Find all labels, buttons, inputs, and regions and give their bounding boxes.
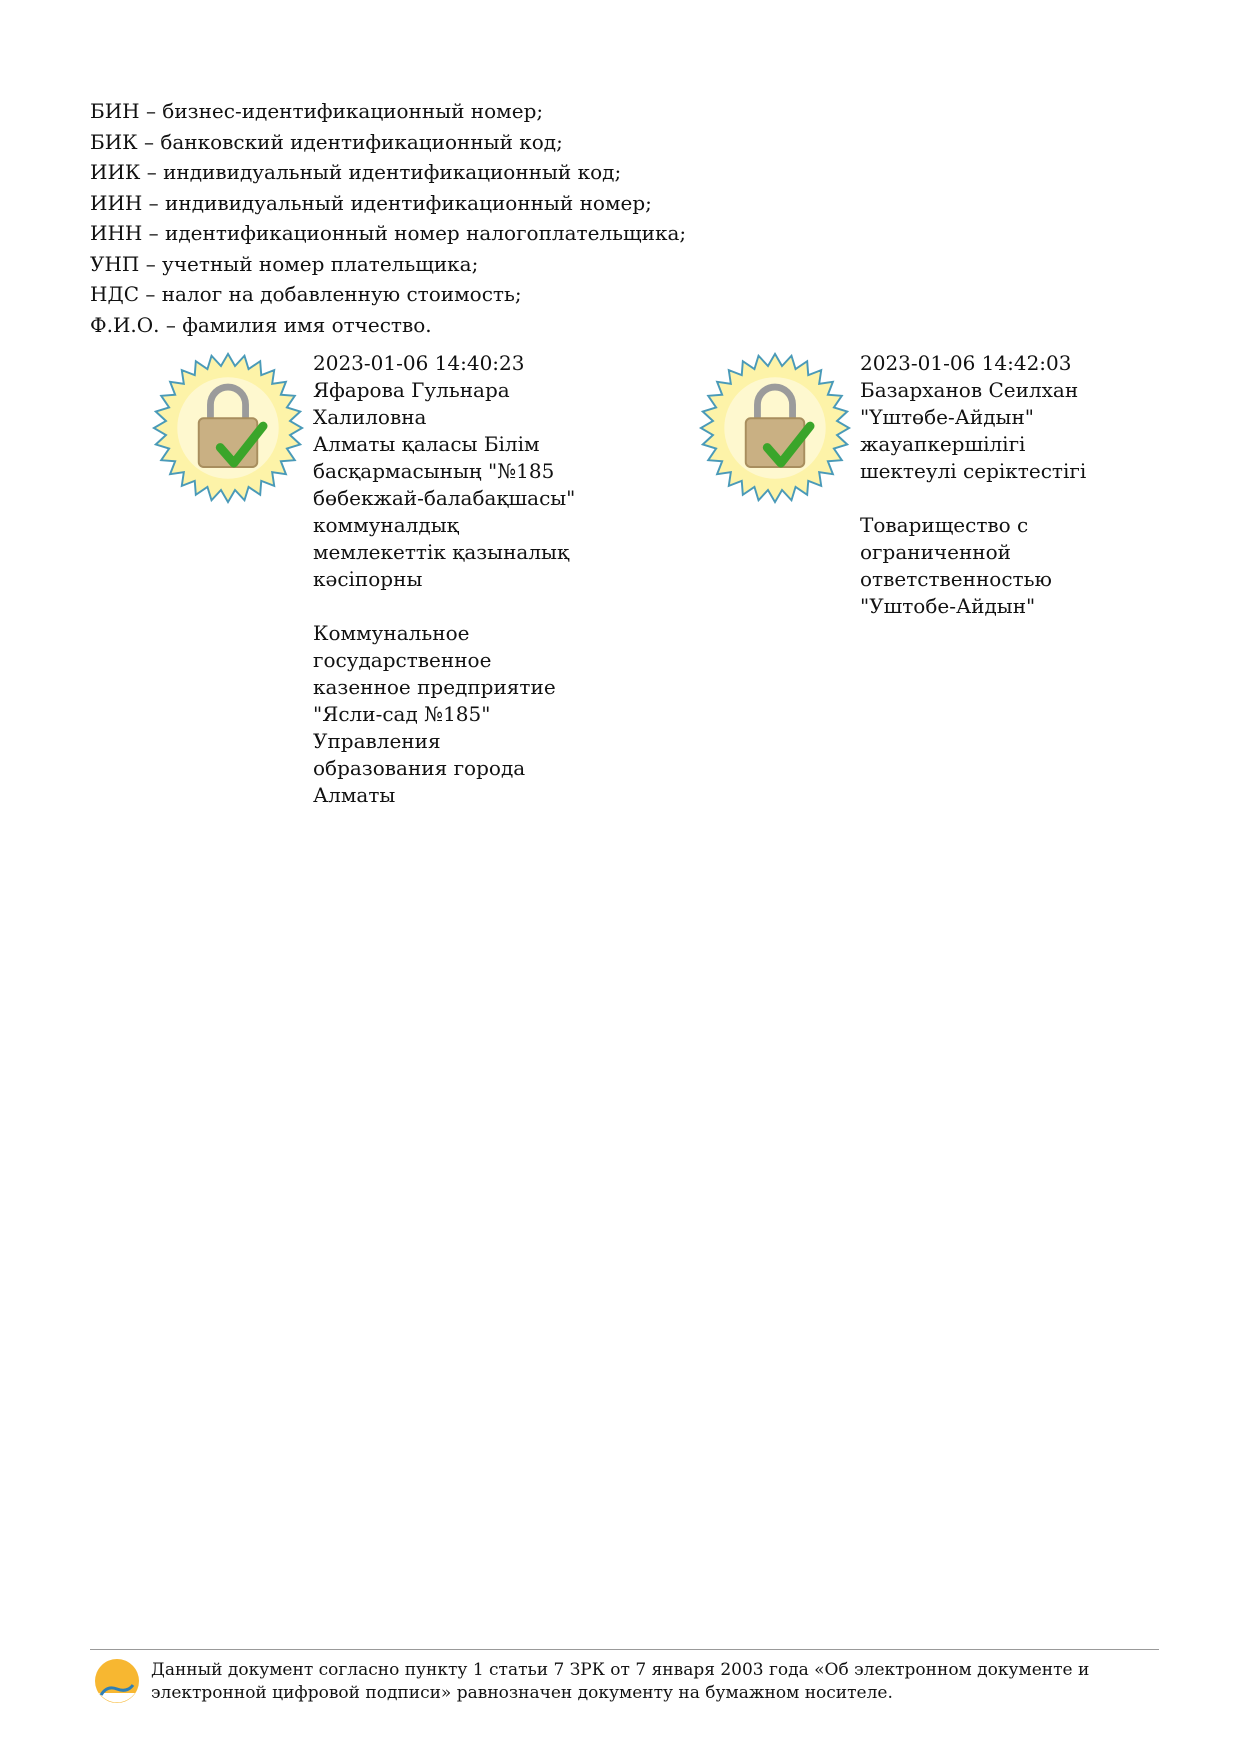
signature-line: образования города — [313, 756, 526, 780]
abbreviation-item: БИН – бизнес-идентификационный номер; — [90, 99, 544, 123]
signature-line: Товарищество с — [860, 513, 1029, 537]
signature-line: "Үштөбе-Айдын" — [860, 405, 1034, 429]
signature-line: коммуналдық — [313, 513, 459, 537]
abbreviation-list — [90, 96, 686, 340]
footer-line: Данный документ согласно пункту 1 статьи 7 ЗРК от 7 января 2003 года «Об электронном документе и — [151, 1660, 1090, 1680]
signature-line: Коммунальное — [313, 621, 470, 645]
signature-line: жауапкершілігі — [860, 432, 1026, 456]
signature-line: государственное — [313, 648, 492, 672]
signature-line: Базарханов Сеилхан — [860, 378, 1079, 402]
signature-line: Алматы қаласы Білім — [313, 432, 540, 456]
abbreviation-item: УНП – учетный номер плательщика; — [90, 251, 479, 276]
signature-line: шектеулі серіктестігі — [860, 459, 1087, 483]
abbreviation-item: ИНН – идентификационный номер налогоплательщика; — [90, 221, 687, 245]
signature-text — [860, 350, 1086, 620]
abbreviation-item: НДС – налог на добавленную стоимость; — [90, 282, 522, 306]
footer-divider — [90, 1649, 1159, 1650]
signature-line: Халиловна — [313, 405, 427, 429]
signature-line: казенное предприятие — [313, 675, 556, 699]
signature-line: Алматы — [313, 783, 396, 807]
abbreviation-item: БИК – банковский идентификационный код; — [90, 129, 563, 154]
signature-text — [313, 350, 575, 809]
signature-line: бөбекжай-балабақшасы" — [313, 486, 576, 510]
signature-line: кәсіпорны — [313, 567, 423, 591]
signature-line: ограниченной — [860, 540, 1011, 564]
abbreviation-item: ИИН – индивидуальный идентификационный номер; — [90, 190, 652, 215]
footer-line: электронной цифровой подписи» равнозначен документу на бумажном носителе. — [151, 1683, 893, 1703]
signature-line: "Ясли-сад №185" — [313, 702, 491, 726]
signature-line: ответственностью — [860, 567, 1052, 591]
signature-line: басқармасының "№185 — [313, 459, 555, 483]
signature-line: "Уштобе-Айдын" — [860, 594, 1036, 618]
signature-seal-icon — [697, 350, 853, 506]
egov-logo-icon — [93, 1657, 141, 1705]
signature-seal-icon — [150, 350, 306, 506]
signature-line — [860, 485, 1086, 512]
signature-line — [313, 593, 575, 620]
signature-line: мемлекеттік қазыналық — [313, 540, 570, 564]
signature-line: 2023-01-06 14:40:23 — [313, 351, 525, 375]
signature-line: Управления — [313, 729, 441, 753]
signature-line: Яфарова Гульнара — [313, 378, 510, 402]
abbreviation-item: Ф.И.О. – фамилия имя отчество. — [90, 312, 432, 337]
abbreviation-item: ИИК – индивидуальный идентификационный код; — [90, 160, 622, 184]
signature-line: 2023-01-06 14:42:03 — [860, 351, 1072, 375]
footer-notice — [151, 1659, 1089, 1705]
